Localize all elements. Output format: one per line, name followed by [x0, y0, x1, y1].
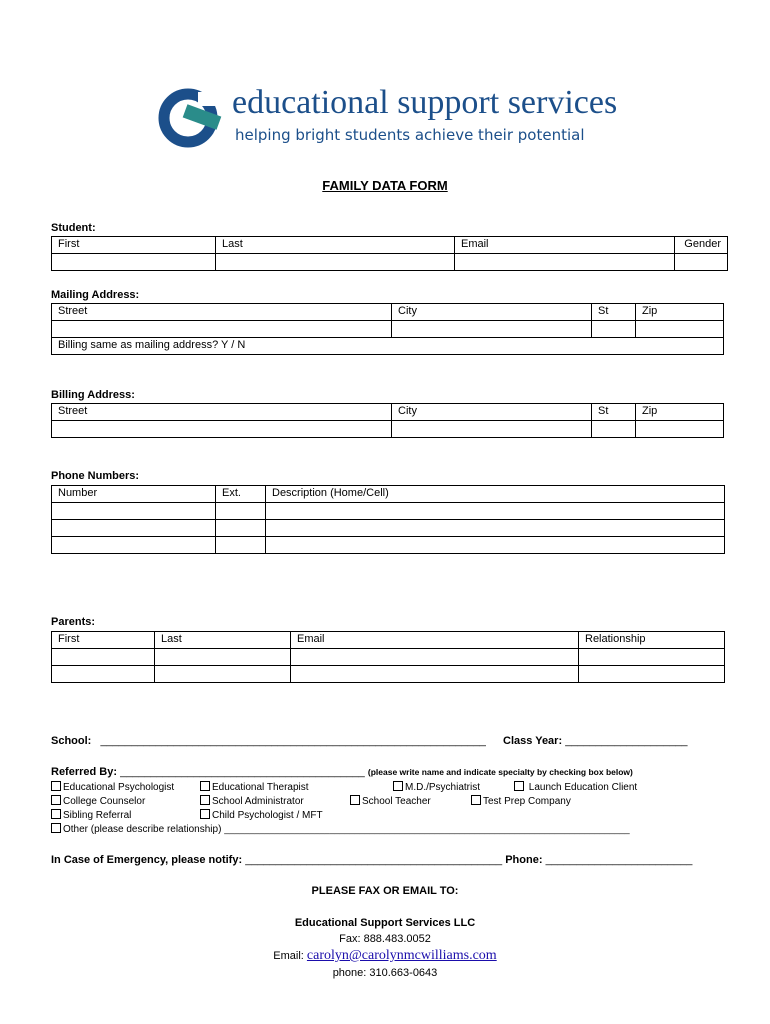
- student-first-field[interactable]: [52, 254, 216, 271]
- email-link[interactable]: carolyn@carolynmcwilliams.com: [306, 948, 497, 963]
- footer-email-row: [0, 948, 770, 964]
- table-header-row: [52, 304, 724, 321]
- mailing-street-field[interactable]: [52, 321, 392, 338]
- emergency-phone-line[interactable]: ________________________: [545, 854, 693, 866]
- phone-number-field[interactable]: [52, 520, 216, 537]
- checkbox-icon[interactable]: [200, 809, 210, 819]
- phone-number-field[interactable]: [52, 503, 216, 520]
- emergency-label: In Case of Emergency, please notify:: [51, 854, 243, 866]
- logo-name: educational support services: [232, 84, 618, 121]
- billing-same-question[interactable]: Billing same as mailing address? Y / N: [52, 338, 724, 355]
- phones-table: [51, 485, 725, 554]
- table-header-row: [52, 237, 728, 254]
- col-number: Number: [52, 486, 216, 503]
- footer-company: Educational Support Services LLC: [294, 917, 476, 929]
- phone-description-field[interactable]: [266, 520, 725, 537]
- table-row: [52, 649, 725, 666]
- student-gender-field[interactable]: [675, 254, 728, 271]
- school-label: School:: [51, 735, 92, 747]
- parent-email-field[interactable]: [291, 649, 579, 666]
- phone-number-field[interactable]: [52, 537, 216, 554]
- billing-table: [51, 403, 724, 438]
- referred-label: Referred By:: [51, 766, 118, 778]
- billing-zip-field[interactable]: [636, 421, 724, 438]
- class-year-label: Class Year:: [503, 735, 563, 747]
- parents-label: Parents:: [51, 616, 96, 628]
- referral-option[interactable]: College Counselor: [51, 795, 145, 807]
- table-row: [52, 338, 724, 355]
- billing-city-field[interactable]: [392, 421, 592, 438]
- checkbox-icon[interactable]: [471, 795, 481, 805]
- checkbox-icon[interactable]: [51, 809, 61, 819]
- parent-first-field[interactable]: [52, 666, 155, 683]
- logo-mark: [158, 86, 222, 150]
- parent-first-field[interactable]: [52, 649, 155, 666]
- student-table: [51, 236, 728, 271]
- billing-label: Billing Address:: [51, 389, 135, 401]
- col-relationship: Relationship: [579, 632, 725, 649]
- logo-tagline: helping bright students achieve their potential: [235, 126, 585, 144]
- table-row: [52, 321, 724, 338]
- checkbox-icon[interactable]: [350, 795, 360, 805]
- table-header-row: [52, 486, 725, 503]
- footer-email-label: Email:: [273, 950, 304, 962]
- col-last: Last: [155, 632, 291, 649]
- col-gender: Gender: [675, 237, 728, 254]
- footer-heading: PLEASE FAX OR EMAIL TO:: [311, 885, 459, 897]
- mailing-city-field[interactable]: [392, 321, 592, 338]
- table-header-row: [52, 632, 725, 649]
- billing-state-field[interactable]: [592, 421, 636, 438]
- student-label: Student:: [51, 222, 96, 234]
- mailing-zip-field[interactable]: [636, 321, 724, 338]
- referral-option[interactable]: Sibling Referral: [51, 809, 131, 821]
- table-row: [52, 537, 725, 554]
- table-row: [52, 421, 724, 438]
- referral-option[interactable]: School Administrator: [200, 795, 304, 807]
- phones-label: Phone Numbers:: [51, 470, 140, 482]
- col-city: City: [392, 404, 592, 421]
- parent-last-field[interactable]: [155, 649, 291, 666]
- mailing-state-field[interactable]: [592, 321, 636, 338]
- footer-fax: Fax: 888.483.0052: [339, 933, 431, 945]
- table-row: [52, 254, 728, 271]
- checkbox-icon[interactable]: [514, 781, 524, 791]
- referral-option[interactable]: School Teacher: [350, 795, 431, 807]
- col-state: St: [592, 404, 636, 421]
- table-row: [52, 503, 725, 520]
- emergency-line[interactable]: __________________________________________: [245, 854, 503, 866]
- phone-ext-field[interactable]: [216, 537, 266, 554]
- class-year-row: [503, 735, 688, 747]
- emergency-phone-label: Phone:: [505, 854, 543, 866]
- referral-option[interactable]: Child Psychologist / MFT: [200, 809, 323, 821]
- phone-ext-field[interactable]: [216, 503, 266, 520]
- referred-line[interactable]: ________________________________________: [120, 766, 365, 778]
- col-first: First: [52, 237, 216, 254]
- phone-description-field[interactable]: [266, 503, 725, 520]
- col-zip: Zip: [636, 404, 724, 421]
- checkbox-icon[interactable]: [200, 795, 210, 805]
- col-email: Email: [291, 632, 579, 649]
- col-ext: Ext.: [216, 486, 266, 503]
- table-row: [52, 666, 725, 683]
- mailing-table: [51, 303, 724, 355]
- parent-relationship-field[interactable]: [579, 666, 725, 683]
- col-last: Last: [216, 237, 455, 254]
- col-street: Street: [52, 404, 392, 421]
- col-street: Street: [52, 304, 392, 321]
- referral-option[interactable]: Educational Psychologist: [51, 781, 174, 793]
- school-line[interactable]: _______________________________________________________________: [100, 735, 486, 747]
- class-year-line[interactable]: ____________________: [565, 735, 688, 747]
- referral-option[interactable]: M.D./Psychiatrist: [393, 781, 480, 793]
- form-title: FAMILY DATA FORM: [322, 178, 448, 193]
- checkbox-icon[interactable]: [393, 781, 403, 791]
- col-email: Email: [455, 237, 675, 254]
- parent-email-field[interactable]: [291, 666, 579, 683]
- other-line[interactable]: _________________________________________________________________________________: [224, 824, 630, 834]
- referral-option[interactable]: Other (please describe relationship) _________________________________________________________________________________: [51, 823, 630, 835]
- col-state: St: [592, 304, 636, 321]
- billing-street-field[interactable]: [52, 421, 392, 438]
- school-row: [51, 735, 486, 747]
- checkbox-icon[interactable]: [200, 781, 210, 791]
- col-description: Description (Home/Cell): [266, 486, 725, 503]
- referred-row: [51, 766, 633, 778]
- referred-note: (please write name and indicate specialty by checking box below): [367, 767, 633, 777]
- emergency-row: [51, 854, 692, 866]
- student-email-field[interactable]: [455, 254, 675, 271]
- checkbox-icon[interactable]: [51, 795, 61, 805]
- parents-table: [51, 631, 725, 683]
- col-zip: Zip: [636, 304, 724, 321]
- phone-ext-field[interactable]: [216, 520, 266, 537]
- referral-option[interactable]: Test Prep Company: [471, 795, 571, 807]
- table-row: [52, 520, 725, 537]
- phone-description-field[interactable]: [266, 537, 725, 554]
- parent-relationship-field[interactable]: [579, 649, 725, 666]
- col-first: First: [52, 632, 155, 649]
- col-city: City: [392, 304, 592, 321]
- student-last-field[interactable]: [216, 254, 455, 271]
- checkbox-icon[interactable]: [51, 823, 61, 833]
- referral-option[interactable]: Launch Education Client: [514, 781, 637, 793]
- mailing-label: Mailing Address:: [51, 289, 140, 301]
- checkbox-icon[interactable]: [51, 781, 61, 791]
- footer-phone: phone: 310.663-0643: [332, 967, 438, 979]
- table-header-row: [52, 404, 724, 421]
- referral-option[interactable]: Educational Therapist: [200, 781, 309, 793]
- parent-last-field[interactable]: [155, 666, 291, 683]
